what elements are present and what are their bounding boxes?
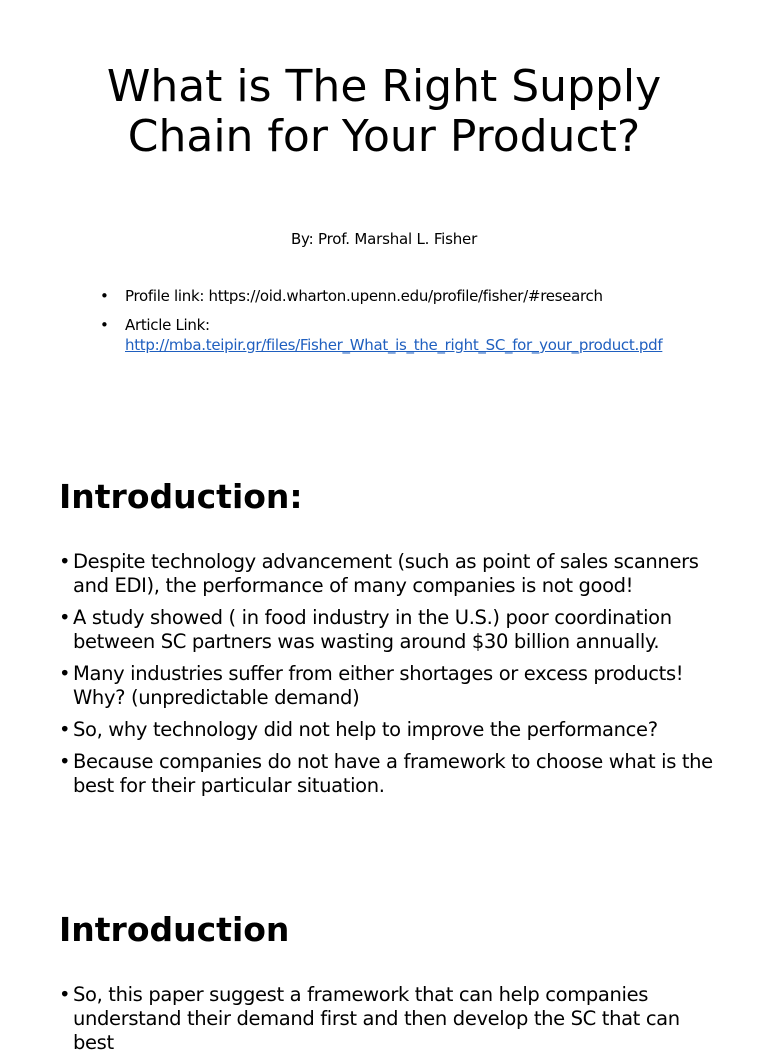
list-item [59, 550, 719, 598]
article-link-label: Article Link: [125, 316, 210, 334]
bullet-text: A study showed ( in food industry in the U.S.) poor coordination between SC partners was wasting around $30 billion annually. [73, 606, 672, 653]
bullet-text: So, why technology did not help to improve the performance? [73, 718, 658, 741]
section-heading-introduction-2: Introduction [59, 910, 290, 949]
slide-title: What is The Right Supply Chain for Your Product? [106, 61, 662, 162]
bullet-dot-icon: • [100, 287, 109, 305]
list-item [59, 606, 719, 654]
article-link-item [100, 316, 670, 353]
list-item [59, 750, 719, 798]
bullet-dot-icon: • [59, 606, 71, 629]
links-list [100, 287, 670, 364]
bullet-dot-icon: • [59, 718, 71, 741]
section-heading-introduction-1: Introduction: [59, 477, 303, 516]
bullet-dot-icon: • [59, 750, 71, 773]
profile-link-item [100, 287, 670, 305]
introduction-bullet-list-1 [59, 550, 719, 806]
list-item [59, 662, 719, 710]
introduction-bullet-list-2 [59, 983, 719, 1063]
bullet-dot-icon: • [59, 662, 71, 685]
profile-link-text[interactable]: Profile link: https://oid.wharton.upenn.edu/profile/fisher/#research [125, 287, 603, 305]
bullet-dot-icon: • [100, 316, 109, 334]
bullet-text: Despite technology advancement (such as point of sales scanners and EDI), the performance of many companies is not good! [73, 550, 699, 597]
bullet-text: Many industries suffer from either shortages or excess products! Why? (unpredictable demand) [73, 662, 684, 709]
bullet-dot-icon: • [59, 983, 71, 1006]
author-byline: By: Prof. Marshal L. Fisher [290, 230, 478, 248]
list-item [59, 718, 719, 742]
bullet-text: Because companies do not have a framework to choose what is the best for their particular situation. [73, 750, 713, 797]
list-item [59, 983, 719, 1055]
article-link-url[interactable]: http://mba.teipir.gr/files/Fisher_What_is_the_right_SC_for_your_product.pdf [125, 336, 663, 354]
bullet-text: So, this paper suggest a framework that can help companies understand their demand first and then develop the SC that can best [73, 983, 680, 1054]
bullet-dot-icon: • [59, 550, 71, 573]
